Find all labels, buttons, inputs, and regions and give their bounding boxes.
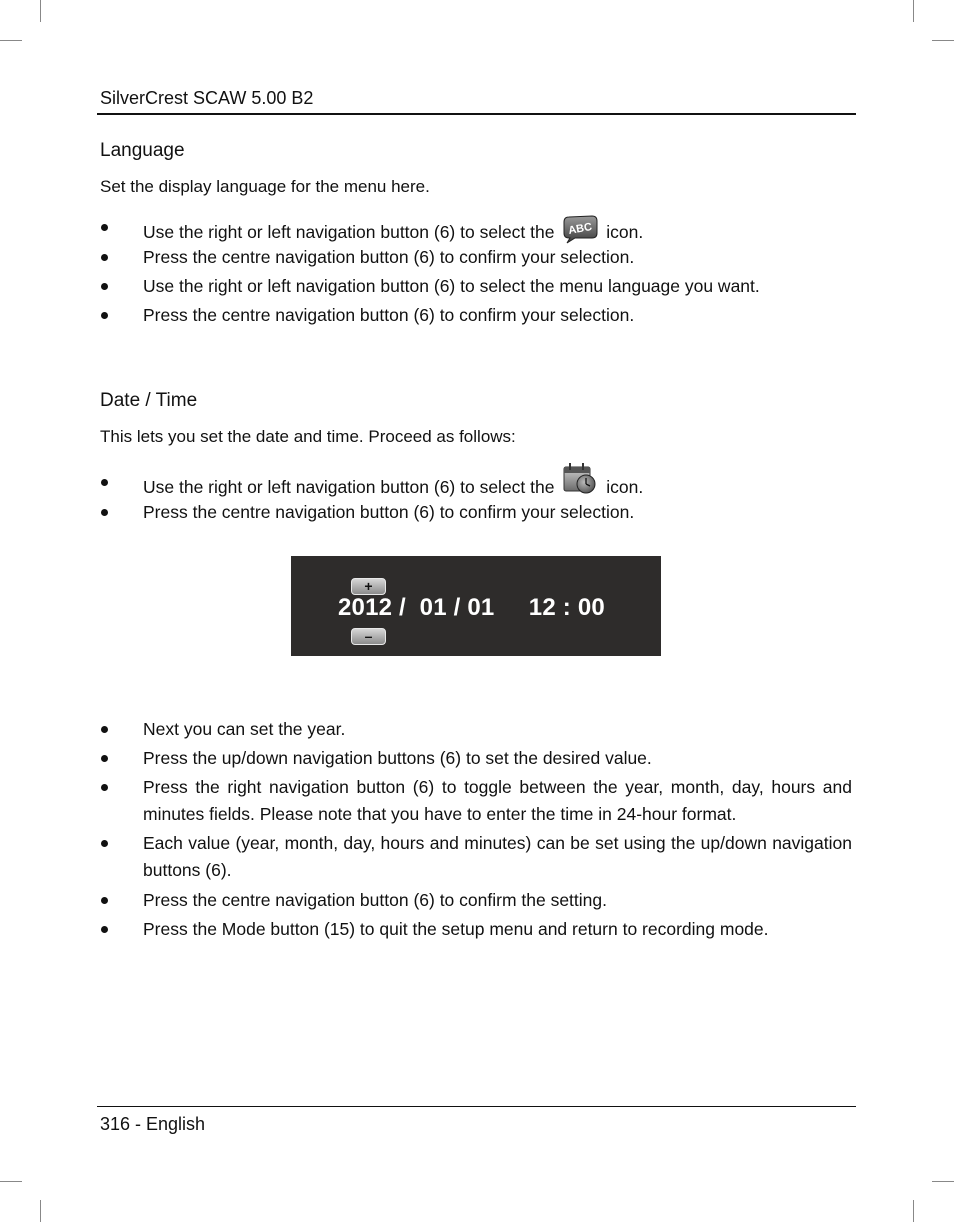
list-item xyxy=(100,774,852,828)
bullet-text: Press the centre navigation button (6) to confirm your selection. xyxy=(143,305,635,325)
page-number: 316 - English xyxy=(100,1114,206,1134)
crop-mark xyxy=(40,0,41,22)
bullet-text: Press the Mode button (15) to quit the setup menu and return to recording mode. xyxy=(143,919,769,939)
bullet-dot xyxy=(101,283,108,290)
list-item xyxy=(100,887,852,914)
crop-mark xyxy=(913,1200,914,1222)
calendar-clock-icon xyxy=(561,469,599,499)
bullet-text: Each value (year, month, day, hours and minutes) can be set using the up/down navigation buttons (6). xyxy=(143,833,852,880)
list-item xyxy=(100,830,852,884)
list-item xyxy=(100,214,852,246)
list-item xyxy=(100,716,852,743)
bullet-dot xyxy=(101,840,108,847)
crop-mark xyxy=(932,40,954,41)
bullet-dot xyxy=(101,755,108,762)
footer-divider xyxy=(97,1106,856,1107)
crop-mark xyxy=(932,1181,954,1182)
list-item xyxy=(100,745,852,772)
bullet-text: Press the centre navigation button (6) to confirm the setting. xyxy=(143,890,607,910)
bullet-text: Use the right or left navigation button (6) to select the xyxy=(143,222,555,242)
datetime-intro: This lets you set the date and time. Proceed as follows: xyxy=(100,427,516,446)
bullet-dot xyxy=(101,726,108,733)
bullet-dot xyxy=(101,784,108,791)
list-item xyxy=(100,302,852,329)
svg-text:ABC: ABC xyxy=(567,221,594,237)
bullet-text: icon. xyxy=(606,477,644,497)
datetime-heading: Date / Time xyxy=(100,390,198,411)
bullet-text: Press the centre navigation button (6) to confirm your selection. xyxy=(143,502,635,522)
decrement-button[interactable]: – xyxy=(351,628,386,645)
bullet-dot xyxy=(101,897,108,904)
list-item xyxy=(100,469,852,501)
bullet-dot xyxy=(101,509,108,516)
list-item xyxy=(100,499,852,526)
bullet-text: Use the right or left navigation button (6) to select the menu language you want. xyxy=(143,276,760,296)
bullet-text: Use the right or left navigation button (6) to select the xyxy=(143,477,555,497)
bullet-dot xyxy=(101,254,108,261)
language-intro: Set the display language for the menu here. xyxy=(100,177,430,196)
bullet-text: Press the centre navigation button (6) to confirm your selection. xyxy=(143,247,635,267)
crop-mark xyxy=(913,0,914,22)
bullet-text: Next you can set the year. xyxy=(143,719,346,739)
language-heading: Language xyxy=(100,140,185,161)
crop-mark xyxy=(0,40,22,41)
bullet-text: Press the right navigation button (6) to toggle between the year, month, day, hours and minutes fields. Please note that you have to enter the time in 24-hour format. xyxy=(143,777,852,824)
bullet-text: icon. xyxy=(606,222,644,242)
datetime-value: 2012 / 01 / 01 12 : 00 xyxy=(338,594,605,621)
bullet-text: Press the up/down navigation buttons (6) to set the desired value. xyxy=(143,748,652,768)
list-item xyxy=(100,916,852,943)
crop-mark xyxy=(40,1200,41,1222)
header-divider xyxy=(97,113,856,115)
abc-language-icon xyxy=(561,214,599,244)
increment-button[interactable]: + xyxy=(351,578,386,595)
page-header-title: SilverCrest SCAW 5.00 B2 xyxy=(100,88,314,108)
bullet-dot xyxy=(101,479,108,486)
crop-mark xyxy=(0,1181,22,1182)
bullet-dot xyxy=(101,926,108,933)
bullet-dot xyxy=(101,224,108,231)
datetime-display-panel xyxy=(291,556,661,656)
list-item xyxy=(100,273,852,300)
bullet-dot xyxy=(101,312,108,319)
list-item xyxy=(100,244,852,271)
